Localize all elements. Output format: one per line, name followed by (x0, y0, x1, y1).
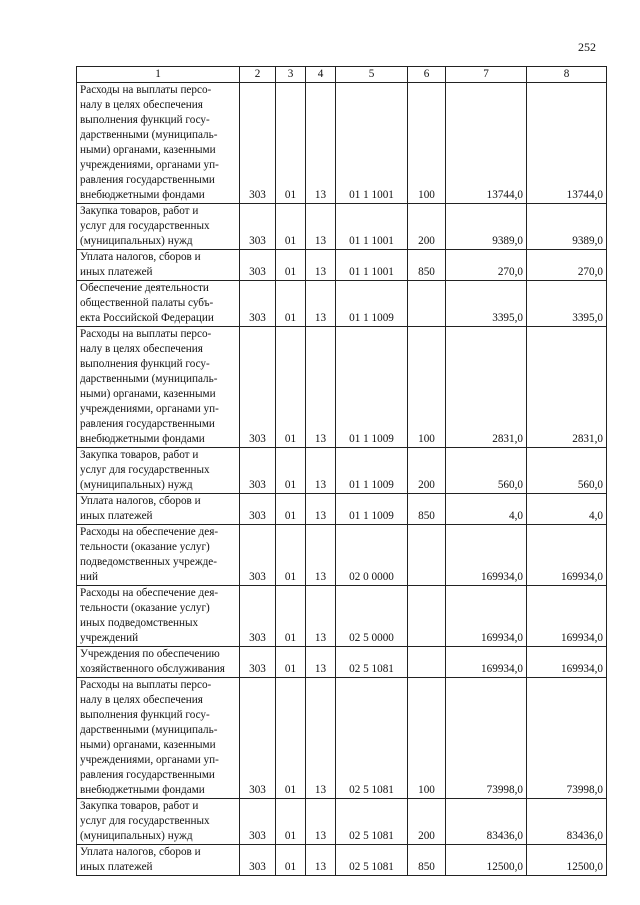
column-header: 5 (336, 67, 408, 83)
amount-col8: 83436,0 (527, 799, 607, 845)
table-row (77, 204, 607, 250)
target-item-code: 02 5 1081 (336, 799, 408, 845)
amount-col8: 12500,0 (527, 845, 607, 876)
ministry-code: 303 (240, 448, 276, 494)
page-number: 252 (578, 40, 596, 54)
amount-col7: 13744,0 (446, 83, 527, 204)
amount-col8: 169934,0 (527, 586, 607, 647)
section-code: 01 (276, 448, 306, 494)
amount-col7: 169934,0 (446, 586, 527, 647)
ministry-code: 303 (240, 250, 276, 281)
section-code: 01 (276, 845, 306, 876)
expense-type-code: 850 (408, 494, 446, 525)
subsection-code: 13 (306, 448, 336, 494)
amount-col8: 169934,0 (527, 525, 607, 586)
amount-col7: 9389,0 (446, 204, 527, 250)
amount-col7: 12500,0 (446, 845, 527, 876)
section-code: 01 (276, 327, 306, 448)
table-row (77, 799, 607, 845)
subsection-code: 13 (306, 281, 336, 327)
section-code: 01 (276, 586, 306, 647)
expense-type-code: 200 (408, 448, 446, 494)
amount-col8: 73998,0 (527, 678, 607, 799)
budget-table (76, 66, 607, 876)
target-item-code: 01 1 1009 (336, 327, 408, 448)
expense-name: Уплата налогов, сборов и иных платежей (77, 250, 240, 281)
expense-name: Учреждения по обеспечению хозяйственного обслуживания (77, 647, 240, 678)
target-item-code: 01 1 1009 (336, 281, 408, 327)
ministry-code: 303 (240, 281, 276, 327)
ministry-code: 303 (240, 586, 276, 647)
amount-col7: 83436,0 (446, 799, 527, 845)
target-item-code: 01 1 1009 (336, 448, 408, 494)
amount-col7: 169934,0 (446, 525, 527, 586)
amount-col8: 4,0 (527, 494, 607, 525)
section-code: 01 (276, 281, 306, 327)
column-header: 4 (306, 67, 336, 83)
ministry-code: 303 (240, 83, 276, 204)
table-row (77, 525, 607, 586)
table-row (77, 83, 607, 204)
header-row (77, 67, 607, 83)
section-code: 01 (276, 494, 306, 525)
ministry-code: 303 (240, 799, 276, 845)
ministry-code: 303 (240, 525, 276, 586)
amount-col7: 73998,0 (446, 678, 527, 799)
subsection-code: 13 (306, 83, 336, 204)
subsection-code: 13 (306, 586, 336, 647)
subsection-code: 13 (306, 525, 336, 586)
amount-col7: 270,0 (446, 250, 527, 281)
table-row (77, 678, 607, 799)
amount-col8: 169934,0 (527, 647, 607, 678)
ministry-code: 303 (240, 647, 276, 678)
target-item-code: 02 5 0000 (336, 586, 408, 647)
target-item-code: 02 0 0000 (336, 525, 408, 586)
subsection-code: 13 (306, 678, 336, 799)
amount-col7: 4,0 (446, 494, 527, 525)
column-header: 6 (408, 67, 446, 83)
table-row (77, 494, 607, 525)
column-header: 7 (446, 67, 527, 83)
section-code: 01 (276, 525, 306, 586)
amount-col8: 270,0 (527, 250, 607, 281)
section-code: 01 (276, 799, 306, 845)
target-item-code: 01 1 1001 (336, 83, 408, 204)
subsection-code: 13 (306, 327, 336, 448)
amount-col7: 2831,0 (446, 327, 527, 448)
subsection-code: 13 (306, 845, 336, 876)
expense-name: Расходы на выплаты персо- налу в целях обеспечения выполнения функций госу- дарственными (муниципаль- ными) органами, казенными учреждениями, органами уп- равления государственными внебюджетными фондами (77, 327, 240, 448)
amount-col7: 3395,0 (446, 281, 527, 327)
expense-type-code (408, 525, 446, 586)
expense-type-code: 850 (408, 250, 446, 281)
target-item-code: 02 5 1081 (336, 678, 408, 799)
table-row (77, 327, 607, 448)
ministry-code: 303 (240, 494, 276, 525)
target-item-code: 01 1 1001 (336, 204, 408, 250)
expense-name: Обеспечение деятельности общественной палаты субъ- екта Российской Федерации (77, 281, 240, 327)
ministry-code: 303 (240, 678, 276, 799)
table-row (77, 281, 607, 327)
section-code: 01 (276, 647, 306, 678)
target-item-code: 02 5 1081 (336, 647, 408, 678)
expense-name: Расходы на обеспечение дея- тельности (оказание услуг) подведомственных учрежде- ний (77, 525, 240, 586)
expense-type-code: 100 (408, 678, 446, 799)
expense-name: Уплата налогов, сборов и иных платежей (77, 845, 240, 876)
expense-name: Закупка товаров, работ и услуг для государственных (муниципальных) нужд (77, 204, 240, 250)
expense-name: Закупка товаров, работ и услуг для государственных (муниципальных) нужд (77, 799, 240, 845)
target-item-code: 01 1 1009 (336, 494, 408, 525)
expense-name: Расходы на выплаты персо- налу в целях обеспечения выполнения функций госу- дарственными (муниципаль- ными) органами, казенными учреждениями, органами уп- равления государственными внебюджетными фондами (77, 83, 240, 204)
subsection-code: 13 (306, 204, 336, 250)
column-header: 3 (276, 67, 306, 83)
expense-name: Закупка товаров, работ и услуг для государственных (муниципальных) нужд (77, 448, 240, 494)
expense-type-code (408, 586, 446, 647)
section-code: 01 (276, 83, 306, 204)
expense-type-code (408, 281, 446, 327)
subsection-code: 13 (306, 494, 336, 525)
expense-name: Расходы на обеспечение дея- тельности (оказание услуг) иных подведомственных учреждений (77, 586, 240, 647)
amount-col7: 169934,0 (446, 647, 527, 678)
expense-type-code: 850 (408, 845, 446, 876)
table-row (77, 845, 607, 876)
expense-name: Расходы на выплаты персо- налу в целях обеспечения выполнения функций госу- дарственными (муниципаль- ными) органами, казенными учреждениями, органами уп- равления государственными внебюджетными фондами (77, 678, 240, 799)
table-row (77, 586, 607, 647)
table-row (77, 647, 607, 678)
ministry-code: 303 (240, 327, 276, 448)
amount-col8: 560,0 (527, 448, 607, 494)
section-code: 01 (276, 678, 306, 799)
expense-name: Уплата налогов, сборов и иных платежей (77, 494, 240, 525)
subsection-code: 13 (306, 647, 336, 678)
table-row (77, 448, 607, 494)
expense-type-code: 100 (408, 327, 446, 448)
section-code: 01 (276, 204, 306, 250)
amount-col8: 13744,0 (527, 83, 607, 204)
column-header: 2 (240, 67, 276, 83)
ministry-code: 303 (240, 204, 276, 250)
expense-type-code: 200 (408, 799, 446, 845)
column-header: 1 (77, 67, 240, 83)
target-item-code: 01 1 1001 (336, 250, 408, 281)
table-row (77, 250, 607, 281)
amount-col7: 560,0 (446, 448, 527, 494)
subsection-code: 13 (306, 799, 336, 845)
amount-col8: 2831,0 (527, 327, 607, 448)
column-header: 8 (527, 67, 607, 83)
target-item-code: 02 5 1081 (336, 845, 408, 876)
ministry-code: 303 (240, 845, 276, 876)
expense-type-code: 100 (408, 83, 446, 204)
expense-type-code (408, 647, 446, 678)
section-code: 01 (276, 250, 306, 281)
subsection-code: 13 (306, 250, 336, 281)
amount-col8: 3395,0 (527, 281, 607, 327)
amount-col8: 9389,0 (527, 204, 607, 250)
expense-type-code: 200 (408, 204, 446, 250)
